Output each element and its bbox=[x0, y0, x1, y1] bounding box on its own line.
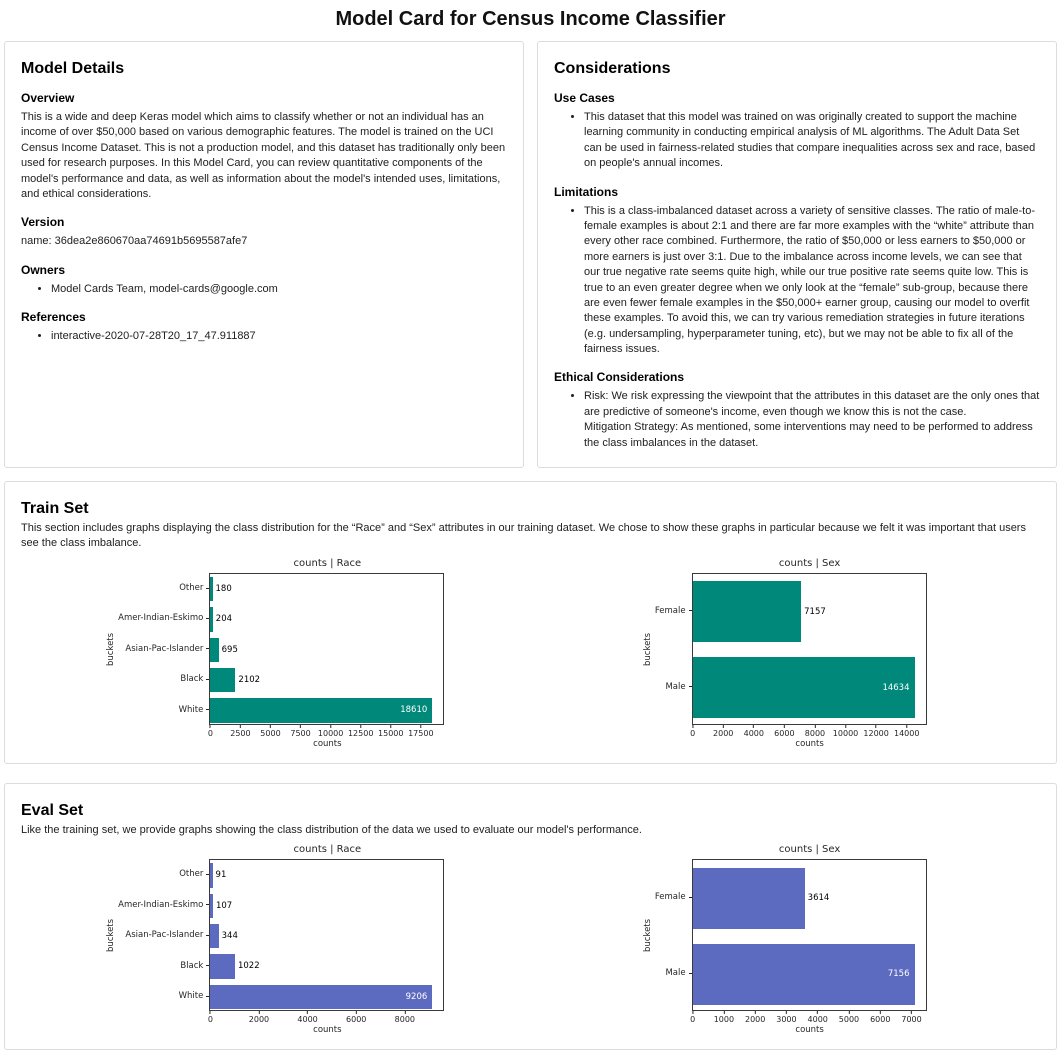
overview-heading: Overview bbox=[21, 91, 75, 105]
bar-female bbox=[693, 868, 805, 929]
version-name: name: 36dea2e860670aa74691b5695587afe7 bbox=[21, 235, 248, 248]
x-tick-mark bbox=[300, 725, 301, 728]
x-tick bbox=[378, 725, 403, 738]
x-tick bbox=[208, 725, 213, 738]
x-tick-mark bbox=[848, 1011, 849, 1014]
limitations-list bbox=[554, 204, 1040, 358]
eval-set-heading: Eval Set bbox=[21, 801, 84, 819]
eval-race-bar-chart bbox=[106, 844, 445, 1035]
chart-body bbox=[106, 558, 445, 749]
y-category-text: Asian-Pac-Islander bbox=[125, 643, 204, 654]
y-category-text: Other bbox=[179, 583, 204, 594]
bar-value-label: 9206 bbox=[405, 991, 428, 1002]
x-tick-label: 5000 bbox=[838, 1015, 860, 1025]
y-category-text: Black bbox=[180, 674, 204, 685]
y-category-text: Male bbox=[665, 681, 686, 692]
bar-value-label: 180 bbox=[215, 583, 232, 594]
x-tick-label: 6000 bbox=[774, 728, 795, 738]
ethical-considerations-list bbox=[554, 389, 1040, 451]
bar-amer-indian-eskimo bbox=[210, 894, 213, 918]
y-axis-label: buckets bbox=[106, 918, 117, 952]
owners-list bbox=[21, 282, 507, 297]
x-tick-mark bbox=[723, 725, 724, 728]
train-set-card bbox=[4, 481, 1057, 764]
y-tick-label bbox=[118, 573, 209, 603]
x-axis-label: counts bbox=[795, 1025, 824, 1036]
x-tick-mark bbox=[240, 725, 241, 728]
bar-black bbox=[210, 668, 235, 692]
y-tick-label bbox=[118, 981, 209, 1011]
train-race-chart-slot bbox=[21, 558, 531, 749]
y-tick-label bbox=[655, 935, 692, 1011]
y-category-text: Black bbox=[180, 960, 204, 971]
train-sex-bar-chart bbox=[643, 558, 928, 749]
considerations-heading: Considerations bbox=[554, 60, 671, 77]
y-tick-label bbox=[655, 573, 692, 649]
x-tick bbox=[863, 725, 888, 738]
owners-heading: Owners bbox=[21, 262, 66, 277]
plot-area bbox=[692, 573, 927, 725]
x-tick bbox=[744, 725, 764, 738]
train-race-bar-chart bbox=[106, 558, 445, 749]
y-tick-label bbox=[118, 859, 209, 889]
chart-body bbox=[643, 844, 928, 1035]
bar-value-label: 1022 bbox=[237, 961, 260, 972]
x-tick-label: 12000 bbox=[863, 728, 889, 738]
x-tick bbox=[690, 725, 695, 738]
x-tick-label: 4000 bbox=[297, 1015, 318, 1025]
overview-text: This is a wide and deep Keras model which aims to classify whether or not an individual has an income of over $50,000 based on various demographic features. The model is trained on the UCI Census Income Dataset. This is not a production model, and this dataset has traditionally only been used for research purposes. In this Model Card, you can review quantitative components of the model's performance and data, as well as information about the model's intended uses, limitations, and ethical considerations. bbox=[21, 111, 506, 200]
y-axis-label: buckets bbox=[106, 632, 117, 666]
train-charts-row bbox=[21, 558, 1040, 749]
x-tick-mark bbox=[210, 1011, 211, 1014]
bar-female bbox=[693, 581, 802, 642]
chart-column bbox=[209, 844, 445, 1035]
x-tick-label: 17500 bbox=[408, 728, 434, 738]
reference-item: • interactive-2020-07-28T20_17_47.911887 bbox=[51, 329, 507, 344]
x-axis-label: counts bbox=[313, 738, 342, 749]
y-tick-label bbox=[118, 664, 209, 694]
y-tick-label bbox=[118, 634, 209, 664]
x-axis bbox=[207, 725, 445, 739]
x-axis bbox=[690, 725, 928, 739]
x-tick bbox=[690, 1011, 695, 1024]
x-tick-mark bbox=[404, 1011, 405, 1014]
x-tick-label: 10000 bbox=[832, 728, 859, 738]
limitation-item: • This is a class-imbalanced dataset across a variety of sensitive classes. The ratio of male-to-female examples is about 2:1 and there are far more examples with the “white” attribute than every other race combined. Furthermore, the ratio of $50,000 or less earners to $50,000 or more earners is just over 3:1. Due to the imbalance across income levels, we can see that our true negative rate seems quite high, while our true positive rate seems quite low. This is true to an even greater degree when we only look at the “female” sub-group, because there are even fewer female examples in the $50,000+ earner group, causing our model to overfit these examples. To avoid this, we can try various remediation strategies in future iterations (e.g. undersampling, hyperparameter tuning, etc), but we may not be able to fix all of the fairness issues. bbox=[584, 204, 1040, 358]
y-category-text: Other bbox=[179, 869, 204, 880]
y-tick-label bbox=[118, 694, 209, 724]
train-sex-chart-slot bbox=[531, 558, 1041, 749]
x-tick-mark bbox=[692, 1011, 693, 1014]
x-tick-label: 0 bbox=[690, 1015, 696, 1025]
y-tick-label bbox=[655, 649, 692, 725]
bar-value-label: 107 bbox=[215, 900, 233, 911]
bar-asian-pac-islander bbox=[210, 924, 218, 948]
x-tick-label: 4000 bbox=[743, 728, 764, 738]
x-tick-mark bbox=[784, 725, 785, 728]
eval-sex-chart-slot bbox=[531, 844, 1041, 1035]
x-tick bbox=[901, 1011, 921, 1024]
x-tick-label: 14000 bbox=[893, 728, 920, 738]
chart-column bbox=[692, 844, 928, 1035]
y-tick-labels bbox=[118, 859, 209, 1011]
x-tick-label: 5000 bbox=[260, 728, 281, 738]
bar-value-label: 3614 bbox=[807, 893, 830, 904]
y-category-text: White bbox=[178, 991, 204, 1002]
bar-value-label: 14634 bbox=[882, 682, 910, 693]
y-tick-labels bbox=[655, 859, 692, 1011]
x-tick-label: 4000 bbox=[807, 1015, 828, 1025]
bar-value-label: 7156 bbox=[887, 969, 910, 980]
train-set-description: This section includes graphs displaying the class distribution for the “Race” and “Sex” attributes in our training dataset. We chose to show these graphs in particular because we felt it was important that users see the class imbalance. bbox=[21, 522, 1026, 550]
references-heading: References bbox=[21, 310, 86, 325]
x-tick-label: 2000 bbox=[248, 1015, 270, 1025]
x-tick-label: 0 bbox=[690, 728, 696, 738]
chart-title: counts | Sex bbox=[778, 557, 841, 569]
x-tick-mark bbox=[911, 1011, 912, 1014]
x-tick-mark bbox=[755, 1011, 756, 1014]
bar-value-label: 7157 bbox=[804, 606, 826, 617]
x-tick bbox=[230, 725, 250, 738]
x-tick-label: 0 bbox=[207, 728, 213, 738]
bar-value-label: 18610 bbox=[400, 705, 428, 716]
ethical-mitigation-text: Mitigation Strategy: As mentioned, some interventions may need to be performed to address the class imbalances in the dataset. bbox=[584, 421, 1033, 449]
x-tick bbox=[249, 1011, 269, 1024]
y-tick-label bbox=[655, 859, 692, 935]
y-category-text: Male bbox=[665, 968, 686, 979]
bar-value-label: 91 bbox=[215, 870, 227, 881]
x-tick-mark bbox=[845, 725, 846, 728]
x-tick-label: 3000 bbox=[776, 1015, 797, 1025]
x-tick-mark bbox=[390, 725, 391, 728]
limitations-heading: Limitations bbox=[554, 184, 619, 199]
top-cards-row bbox=[4, 41, 1057, 468]
bar-value-label: 2102 bbox=[238, 675, 261, 685]
y-axis-label: buckets bbox=[642, 632, 653, 666]
use-case-item: • This dataset that this model was trained on was originally created to support the machine learning community in conducting empirical analysis of ML algorithms. The Adult Data Set can be used in fairness-related studies that compare inequalities across sex and race, based on people's annual incomes. bbox=[584, 110, 1040, 172]
bar-amer-indian-eskimo bbox=[210, 607, 212, 631]
use-cases-heading: Use Cases bbox=[554, 91, 615, 105]
chart-title: counts | Race bbox=[293, 844, 362, 856]
x-tick bbox=[808, 1011, 828, 1024]
x-tick bbox=[260, 725, 280, 738]
x-tick-label: 2000 bbox=[744, 1015, 766, 1025]
train-set-heading: Train Set bbox=[21, 500, 89, 518]
ethical-considerations-heading: Ethical Considerations bbox=[554, 370, 685, 385]
x-tick-label: 8000 bbox=[804, 728, 826, 738]
y-axis-label: buckets bbox=[642, 918, 653, 952]
chart-title: counts | Sex bbox=[778, 844, 841, 856]
x-tick-mark bbox=[817, 1011, 818, 1014]
eval-charts-row bbox=[21, 844, 1040, 1035]
x-tick bbox=[297, 1011, 317, 1024]
references-list bbox=[21, 329, 507, 344]
x-tick-label: 7000 bbox=[901, 1015, 922, 1025]
bar-asian-pac-islander bbox=[210, 638, 218, 662]
x-tick-label: 6000 bbox=[346, 1015, 367, 1025]
x-tick bbox=[348, 725, 373, 738]
x-tick-mark bbox=[814, 725, 815, 728]
x-tick bbox=[208, 1011, 213, 1024]
x-tick bbox=[290, 725, 310, 738]
eval-set-description: Like the training set, we provide graphs showing the class distribution of the data we used to evaluate our model's performance. bbox=[21, 823, 642, 836]
bar-value-label: 204 bbox=[215, 614, 233, 625]
chart-column bbox=[692, 558, 928, 749]
x-tick bbox=[894, 725, 919, 738]
x-axis bbox=[207, 1011, 445, 1025]
x-tick-label: 1000 bbox=[713, 1015, 735, 1025]
bar-black bbox=[210, 954, 235, 978]
x-tick-label: 15000 bbox=[378, 728, 404, 738]
x-tick-mark bbox=[753, 725, 754, 728]
model-details-card bbox=[4, 41, 524, 468]
chart-body bbox=[643, 558, 928, 749]
x-tick-label: 7500 bbox=[290, 728, 311, 738]
x-tick-mark bbox=[880, 1011, 881, 1014]
x-tick-mark bbox=[786, 1011, 787, 1014]
x-tick-mark bbox=[356, 1011, 357, 1014]
x-tick-mark bbox=[360, 725, 361, 728]
x-tick-label: 10000 bbox=[317, 728, 344, 738]
x-tick bbox=[776, 1011, 796, 1024]
plot-area bbox=[209, 573, 444, 725]
y-tick-label bbox=[118, 950, 209, 980]
eval-race-chart-slot bbox=[21, 844, 531, 1035]
y-category-text: White bbox=[178, 704, 204, 715]
x-tick-mark bbox=[692, 725, 693, 728]
x-tick-mark bbox=[270, 725, 271, 728]
y-tick-label bbox=[118, 603, 209, 633]
version-heading: Version bbox=[21, 215, 65, 230]
page-title: Model Card for Census Income Classifier bbox=[335, 8, 726, 30]
x-tick-label: 12500 bbox=[347, 728, 374, 738]
x-tick-mark bbox=[330, 725, 331, 728]
x-tick-label: 2000 bbox=[713, 728, 734, 738]
chart-title: counts | Race bbox=[293, 557, 362, 569]
plot-area bbox=[209, 859, 444, 1011]
x-tick bbox=[805, 725, 825, 738]
x-tick bbox=[318, 725, 343, 738]
eval-set-card bbox=[4, 783, 1057, 1050]
x-tick bbox=[774, 725, 794, 738]
model-details-heading: Model Details bbox=[21, 60, 125, 77]
considerations-card bbox=[537, 41, 1057, 468]
x-axis bbox=[690, 1011, 928, 1025]
x-tick bbox=[839, 1011, 859, 1024]
y-category-text: Female bbox=[654, 892, 686, 903]
x-tick-label: 8000 bbox=[394, 1015, 416, 1025]
chart-body bbox=[106, 844, 445, 1035]
x-axis-label: counts bbox=[313, 1025, 342, 1036]
x-tick bbox=[713, 725, 733, 738]
bar-other bbox=[210, 863, 212, 887]
ethical-risk-text: • Risk: We risk expressing the viewpoint that the attributes in this dataset are the only ones that are predictive of someone's income, even though we know this is not the case. bbox=[584, 390, 1040, 418]
x-tick bbox=[833, 725, 858, 738]
x-tick bbox=[714, 1011, 734, 1024]
y-tick-label bbox=[118, 920, 209, 950]
owner-item: • Model Cards Team, model-cards@google.com bbox=[51, 282, 507, 297]
x-tick-mark bbox=[210, 725, 211, 728]
x-tick bbox=[408, 725, 433, 738]
x-tick bbox=[395, 1011, 415, 1024]
x-tick-mark bbox=[876, 725, 877, 728]
x-tick-label: 6000 bbox=[870, 1015, 891, 1025]
y-tick-label bbox=[118, 890, 209, 920]
y-tick-labels bbox=[655, 573, 692, 725]
y-category-text: Amer-Indian-Eskimo bbox=[118, 613, 204, 624]
y-category-text: Amer-Indian-Eskimo bbox=[118, 899, 204, 910]
bar-value-label: 344 bbox=[221, 931, 238, 941]
x-tick-mark bbox=[307, 1011, 308, 1014]
x-tick-mark bbox=[906, 725, 907, 728]
ethical-item bbox=[584, 389, 1040, 451]
x-tick bbox=[745, 1011, 765, 1024]
x-tick bbox=[870, 1011, 890, 1024]
x-tick-mark bbox=[420, 725, 421, 728]
x-tick-mark bbox=[258, 1011, 259, 1014]
plot-area bbox=[692, 859, 927, 1011]
chart-column bbox=[209, 558, 445, 749]
y-category-text: Female bbox=[654, 605, 686, 616]
bar-other bbox=[210, 577, 212, 601]
y-category-text: Asian-Pac-Islander bbox=[125, 930, 204, 941]
x-tick-label: 0 bbox=[207, 1015, 213, 1025]
y-tick-labels bbox=[118, 573, 209, 725]
x-tick bbox=[346, 1011, 366, 1024]
eval-sex-bar-chart bbox=[643, 844, 928, 1035]
x-tick-mark bbox=[723, 1011, 724, 1014]
use-cases-list bbox=[554, 110, 1040, 172]
x-tick-label: 2500 bbox=[230, 728, 251, 738]
bar-value-label: 695 bbox=[221, 644, 238, 655]
x-axis-label: counts bbox=[795, 738, 824, 749]
